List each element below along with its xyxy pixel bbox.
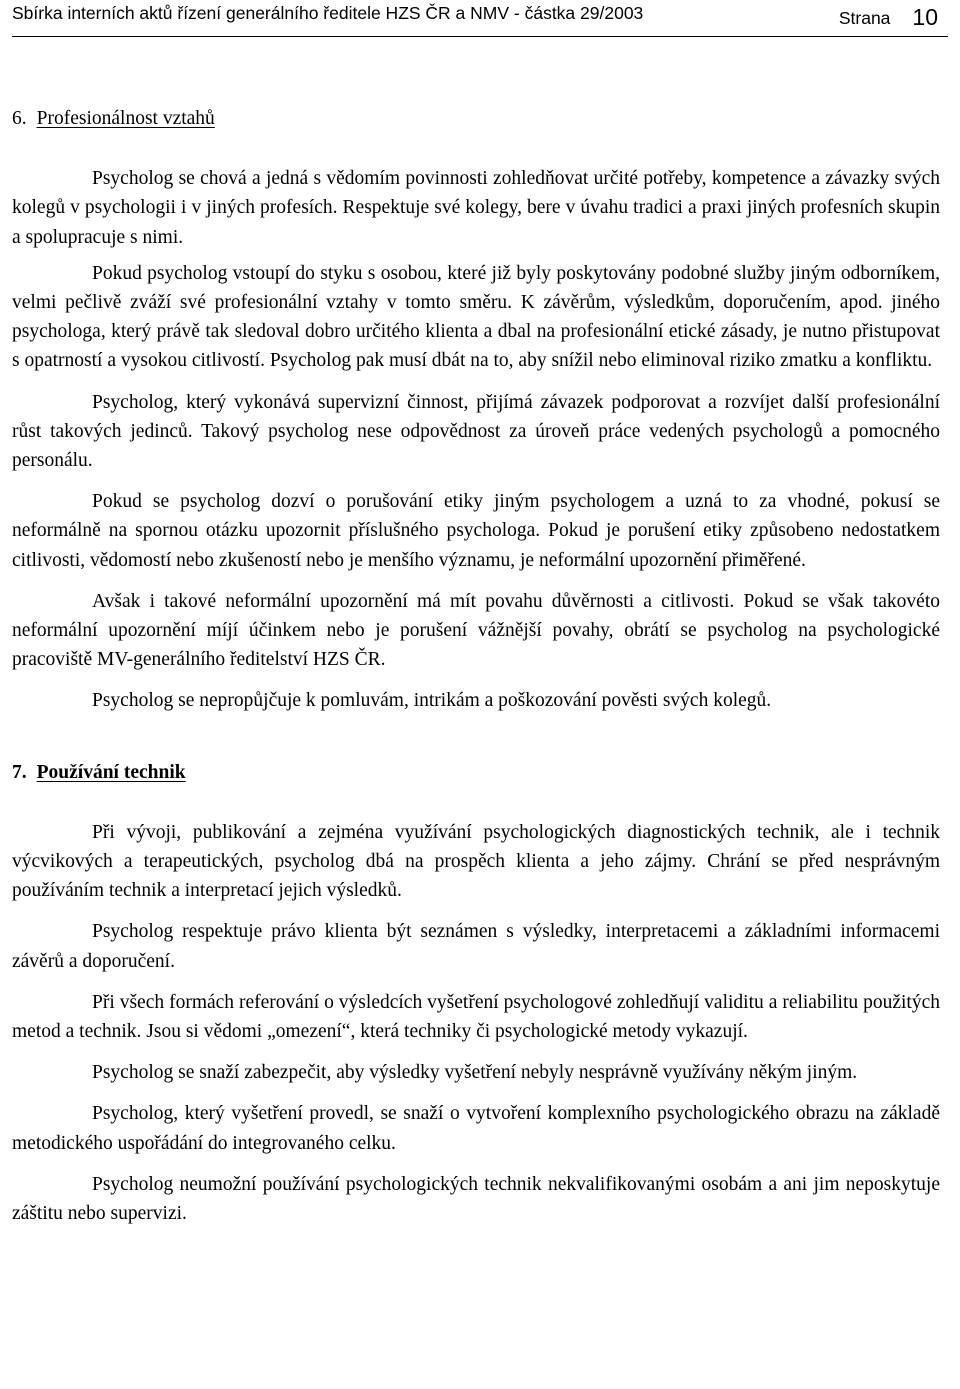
section-7-paragraph: Psycholog, který vyšetření provedl, se snaží o vytvoření komplexního psychologického obrazu na základě metodického uspořádání do integrovaného celku. — [12, 1103, 940, 1154]
section-6-heading — [12, 104, 940, 133]
section-7-paragraph: Psycholog neumožní používání psychologických technik nekvalifikovanými osobám a ani jim neposkytuje záštitu nebo supervizi. — [12, 1173, 940, 1225]
section-7-paragraph: Psycholog se snaží zabezpečit, aby výsledky vyšetření nebyly nesprávně využívány někým jiným. — [92, 1062, 858, 1084]
section-7-number: 7. — [12, 761, 27, 783]
header-divider — [12, 36, 948, 37]
section-6-number: 6. — [12, 108, 27, 129]
page-header — [12, 0, 948, 36]
section-6-paragraph: Psycholog se chová a jedná s vědomím povinnosti zohledňovat určité potřeby, kompetence a závazky svých kolegů v psychologii i v jiných profesích. Respektuje své kolegy, bere v úvahu tradici a praxi jiných profesních skupin a spolupracuje s nimi. — [12, 168, 940, 248]
document-body — [12, 104, 940, 1228]
section-6-paragraph: Pokud psycholog vstoupí do styku s osobou, které již byly poskytovány podobné služby jiným odborníkem, velmi pečlivě zváží své profesionální vztahy v tomto směru. K závěrům, výsledkům, doporučením, apod. jiného psychologa, který právě tak sledoval dobro určitého klienta a dbal na profesionální etické zásady, je nutno přistupovat s opatrností a vysokou citlivostí. Psycholog pak musí dbát na to, aby snížil nebo eliminoval riziko zmatku a konfliktu. — [12, 262, 940, 372]
section-7-heading — [12, 758, 940, 787]
section-7-paragraph: Při všech formách referování o výsledcích vyšetření psychologové zohledňují validitu a reliabilitu použitých metod a technik. Jsou si vědomi „omezení“, která techniky či psychologické metody vykazují. — [12, 991, 940, 1043]
section-6-paragraph: Psycholog, který vykonává supervizní činnost, přijímá závazek podporovat a rozvíjet další profesionální růst takových jedinců. Takový psycholog nese odpovědnost za úroveň práce vedených psychologů a pomocného personálu. — [12, 391, 940, 472]
section-7-paragraph: Při vývoji, publikování a zejména využívání psychologických diagnostických technik, ale i technik výcvikových a terapeutických, psycholog dbá na prospěch klienta a jeho zájmy. Chrání se před nesprávným používáním technik a interpretací jejich výsledků. — [12, 821, 940, 902]
page-number: 10 — [912, 4, 938, 30]
page-indicator — [839, 3, 938, 30]
section-7-title: Používání technik — [36, 761, 186, 783]
section-6-title: Profesionálnost vztahů — [36, 108, 215, 129]
section-6-paragraph: Pokud se psycholog dozví o porušování etiky jiným psychologem a uzná to za vhodné, pokusí se neformálně na spornou otázku upozornit příslušného psychologa. Pokud je porušení etiky způsobeno nedostatkem citlivosti, vědomostí nebo zkušeností nebo je menšího významu, je neformální upozornění přiměřené. — [12, 491, 940, 571]
page-label: Strana — [838, 8, 891, 28]
document-title: Sbírka interních aktů řízení generálního ředitele HZS ČR a NMV - částka 29/2003 — [12, 3, 644, 23]
section-6-paragraph: Avšak i takové neformální upozornění má mít povahu důvěrnosti a citlivosti. Pokud se však takovéto neformální upozornění míjí účinkem nebo je porušení vážnější povahy, obrátí se psycholog na psychologické pracoviště MV-generálního ředitelství HZS ČR. — [12, 590, 940, 671]
section-7-paragraph: Psycholog respektuje právo klienta být seznámen s výsledky, interpretacemi a základními informacemi závěrů a doporučení. — [12, 921, 940, 972]
section-6-paragraph: Psycholog se nepropůjčuje k pomluvám, intrikám a poškozování pověsti svých kolegů. — [92, 690, 772, 712]
